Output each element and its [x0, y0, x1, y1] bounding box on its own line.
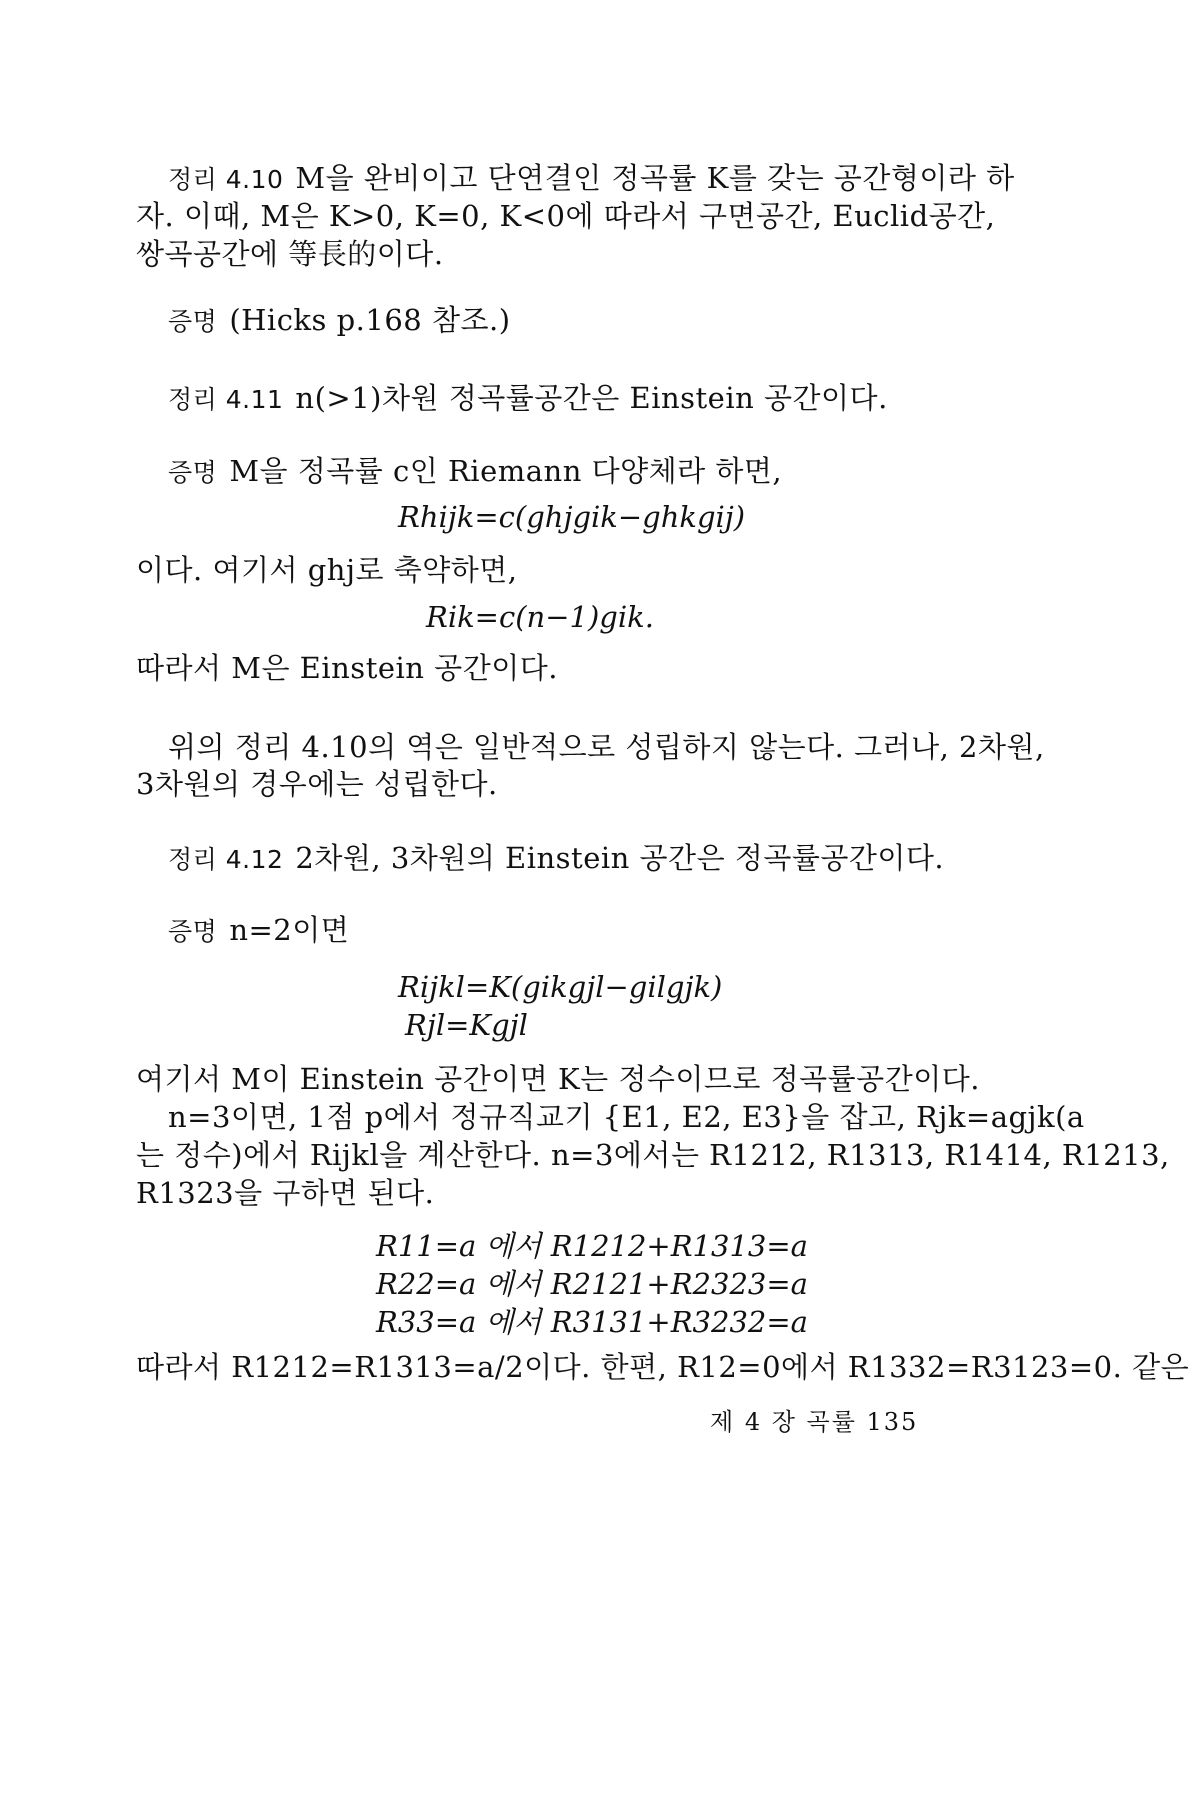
equation-curvature-tensor: Rhijk=c(ghjgik−ghkgij): [398, 500, 746, 534]
proof-4-10: [168, 302, 511, 340]
proof-text: M을 정곡률 c인 Riemann 다양체라 하면,: [229, 454, 783, 488]
proof-text: (Hicks p.168 참조.): [229, 303, 511, 337]
proof-label: 증명: [168, 307, 218, 336]
theorem-4-11: [168, 380, 888, 418]
theorem-text: n(>1)차원 정곡률공간은 Einstein 공간이다.: [295, 381, 888, 415]
proof-4-12-line-1: [168, 912, 349, 950]
proof-4-11-line-1: [168, 453, 782, 491]
proof-label: 증명: [168, 917, 218, 946]
proof-4-12-line-5: R1323을 구하면 된다.: [136, 1176, 435, 1210]
proof-label: 증명: [168, 458, 218, 487]
proof-4-12-line-4: 는 정수)에서 Rijkl을 계산한다. n=3에서는 R1212, R1313, R1414, R1213,: [136, 1138, 1170, 1172]
equation-r22: R22=a 에서 R2121+R2323=a: [376, 1267, 808, 1301]
proof-4-11-line-3: 따라서 M은 Einstein 공간이다.: [136, 651, 558, 685]
theorem-text: 2차원, 3차원의 Einstein 공간은 정곡률공간이다.: [295, 841, 945, 875]
theorem-4-10-line-1: [168, 160, 1015, 198]
proof-text: n=2이면: [229, 913, 350, 947]
proof-4-12-line-3: n=3이면, 1점 p에서 정규직교기 {E1, E2, E3}을 잡고, Rjk=agjk(a: [168, 1100, 1085, 1134]
equation-ricci-tensor: Rik=c(n−1)gik.: [426, 600, 654, 634]
theorem-label: 정리 4.12: [168, 845, 284, 874]
theorem-4-12: [168, 840, 944, 878]
theorem-label: 정리 4.10: [168, 165, 284, 194]
equation-r33: R33=a 에서 R3131+R3232=a: [376, 1305, 808, 1339]
proof-4-12-line-6: 따라서 R1212=R1313=a/2이다. 한편, R12=0에서 R1332=R3123=0. 같은: [136, 1350, 1190, 1384]
equation-2d-ricci: Rjl=Kgjl: [405, 1008, 528, 1042]
page-footer: 제 4 장 곡률 135: [710, 1408, 919, 1436]
theorem-4-10-line-2: 자. 이때, M은 K>0, K=0, K<0에 따라서 구면공간, Euclid공간,: [136, 199, 996, 233]
proof-4-11-line-2: 이다. 여기서 ghj로 축약하면,: [136, 553, 518, 587]
remark-line-2: 3차원의 경우에는 성립한다.: [136, 767, 498, 801]
theorem-4-10-line-3: 쌍곡공간에 等長的이다.: [136, 237, 444, 271]
remark-line-1: 위의 정리 4.10의 역은 일반적으로 성립하지 않는다. 그러나, 2차원,: [168, 730, 1045, 764]
equation-r11: R11=a 에서 R1212+R1313=a: [376, 1229, 808, 1263]
theorem-text: M을 완비이고 단연결인 정곡률 K를 갖는 공간형이라 하: [295, 161, 1015, 195]
proof-4-12-line-2: 여기서 M이 Einstein 공간이면 K는 정수이므로 정곡률공간이다.: [136, 1062, 980, 1096]
theorem-label: 정리 4.11: [168, 385, 284, 414]
equation-2d-curvature: Rijkl=K(gikgjl−gilgjk): [398, 970, 723, 1004]
